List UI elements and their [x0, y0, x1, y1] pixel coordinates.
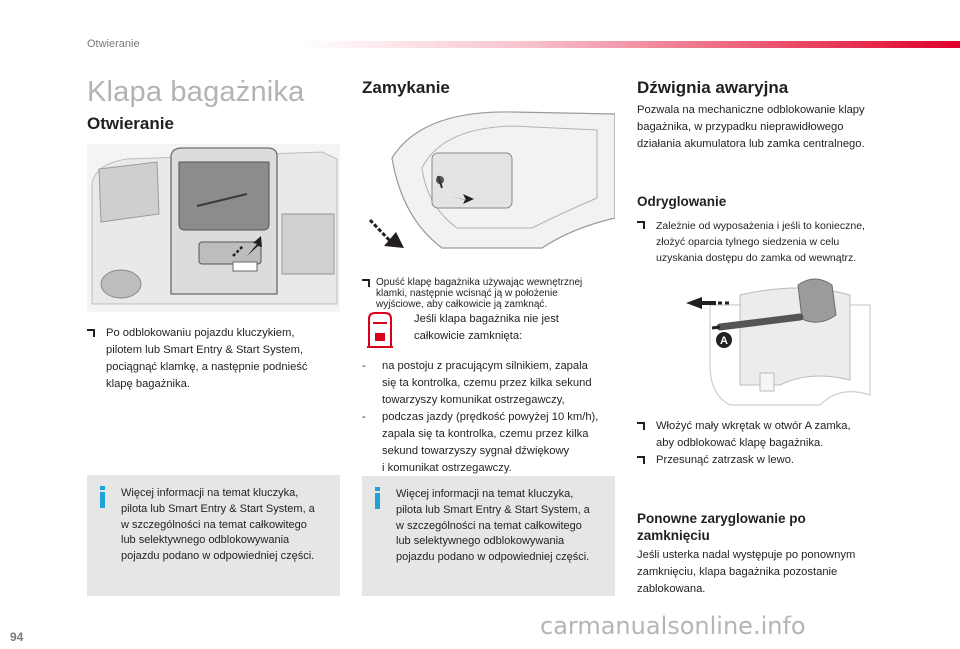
tailgate-open-warning-icon	[365, 311, 395, 353]
warning-indicator	[365, 311, 395, 353]
info-text-col1: Więcej informacji na temat kluczyka, pilota lub Smart Entry & Start System, a w szczególności na temat całkowitego lub selektywnego odblokowywania pojazdu podano w odpowiedniej części.	[121, 487, 315, 563]
header-accent-bar	[300, 41, 960, 48]
van-rear-icon	[87, 144, 340, 312]
tailgate-closing-icon	[362, 108, 615, 268]
dash-marker: -	[362, 360, 366, 372]
list-item: Przesunąć zatrzask w lewo.	[637, 452, 907, 469]
emergency-lever-intro: Pozwala na mechaniczne odblokowanie klapy bagażnika, w przypadku nieprawidłowego działania akumulatora lub zamka centralnego.	[637, 104, 865, 150]
arrow-bullet-icon	[362, 279, 370, 287]
list-item: - podczas jazdy (prędkość powyżej 10 km/h), zapala się ta kontrolka, czemu przez kilka sekund towarzyszy sygnał dźwiękowy i komunikat ostrzegawczy.	[362, 411, 599, 474]
arrow-bullet-icon	[87, 329, 95, 337]
unlocking-instruction-text: Zależnie od wyposażenia i jeśli to konieczne, złożyć oparcia tylnego siedzenia w celu uzyskania dostępu do zamka od wewnątrz.	[656, 220, 865, 264]
unlock-steps	[637, 418, 907, 469]
watermark: carmanualsonline.info	[540, 612, 806, 640]
info-text-col2: Więcej informacji na temat kluczyka, pilota lub Smart Entry & Start System, a w szczególności na temat całkowitego lub selektywnego odblokowywania pojazdu podano w odpowiedniej części.	[396, 488, 590, 564]
warning-conditions-list	[362, 358, 617, 477]
list-item: Włożyć mały wkrętak w otwór A zamka, aby odblokować klapę bagażnika.	[637, 418, 907, 452]
dash-marker: -	[362, 411, 366, 423]
heading-closing: Zamykanie	[362, 78, 450, 97]
section-tag: Otwieranie	[87, 38, 140, 50]
heading-emergency-lever: Dźwignia awaryjna	[637, 78, 789, 97]
subtitle-opening: Otwieranie	[87, 114, 174, 133]
tailgate-illustration	[87, 144, 340, 312]
list-item: - na postoju z pracującym silnikiem, zapala się ta kontrolka, czemu przez kilka sekund towarzyszy komunikat ostrzegawczy,	[362, 360, 592, 406]
opening-instruction-text: Po odblokowaniu pojazdu kluczykiem, pilotem lub Smart Entry & Start System, pociągnąć klamkę, a następnie podnieść klapę bagażnika.	[106, 327, 308, 390]
heading-relocking: Ponowne zaryglowanie po zamknięciu	[637, 511, 806, 543]
page-title: Klapa bagażnika	[87, 76, 305, 108]
arrow-bullet-icon	[637, 422, 645, 430]
page-number: 94	[10, 630, 24, 644]
info-icon	[374, 487, 382, 509]
relocking-text: Jeśli usterka nadal występuje po ponownym zamknięciu, klapa bagażnika pozostanie zablokowana.	[637, 549, 856, 595]
screwdriver-lock-icon	[680, 275, 880, 410]
info-box-col2	[362, 476, 615, 596]
heading-unlocking: Odryglowanie	[637, 194, 727, 209]
opening-instruction	[87, 325, 337, 393]
closing-illustration	[362, 108, 615, 268]
warning-text: Jeśli klapa bagażnika nie jest całkowicie zamknięta:	[414, 313, 559, 342]
unlocking-instruction	[637, 218, 907, 266]
info-box-col1	[87, 475, 340, 596]
closing-instruction-text: Opuść klapę bagażnika używając wewnętrznej klamki, następnie wcisnąć ją w położenie wyjściowe, aby całkowicie ją zamknąć.	[376, 277, 583, 310]
arrow-bullet-icon	[637, 221, 645, 229]
lock-illustration	[680, 275, 880, 410]
info-icon	[99, 486, 107, 508]
closing-instruction	[362, 277, 615, 310]
arrow-bullet-icon	[637, 456, 645, 464]
figure-label-a: A	[720, 335, 728, 347]
